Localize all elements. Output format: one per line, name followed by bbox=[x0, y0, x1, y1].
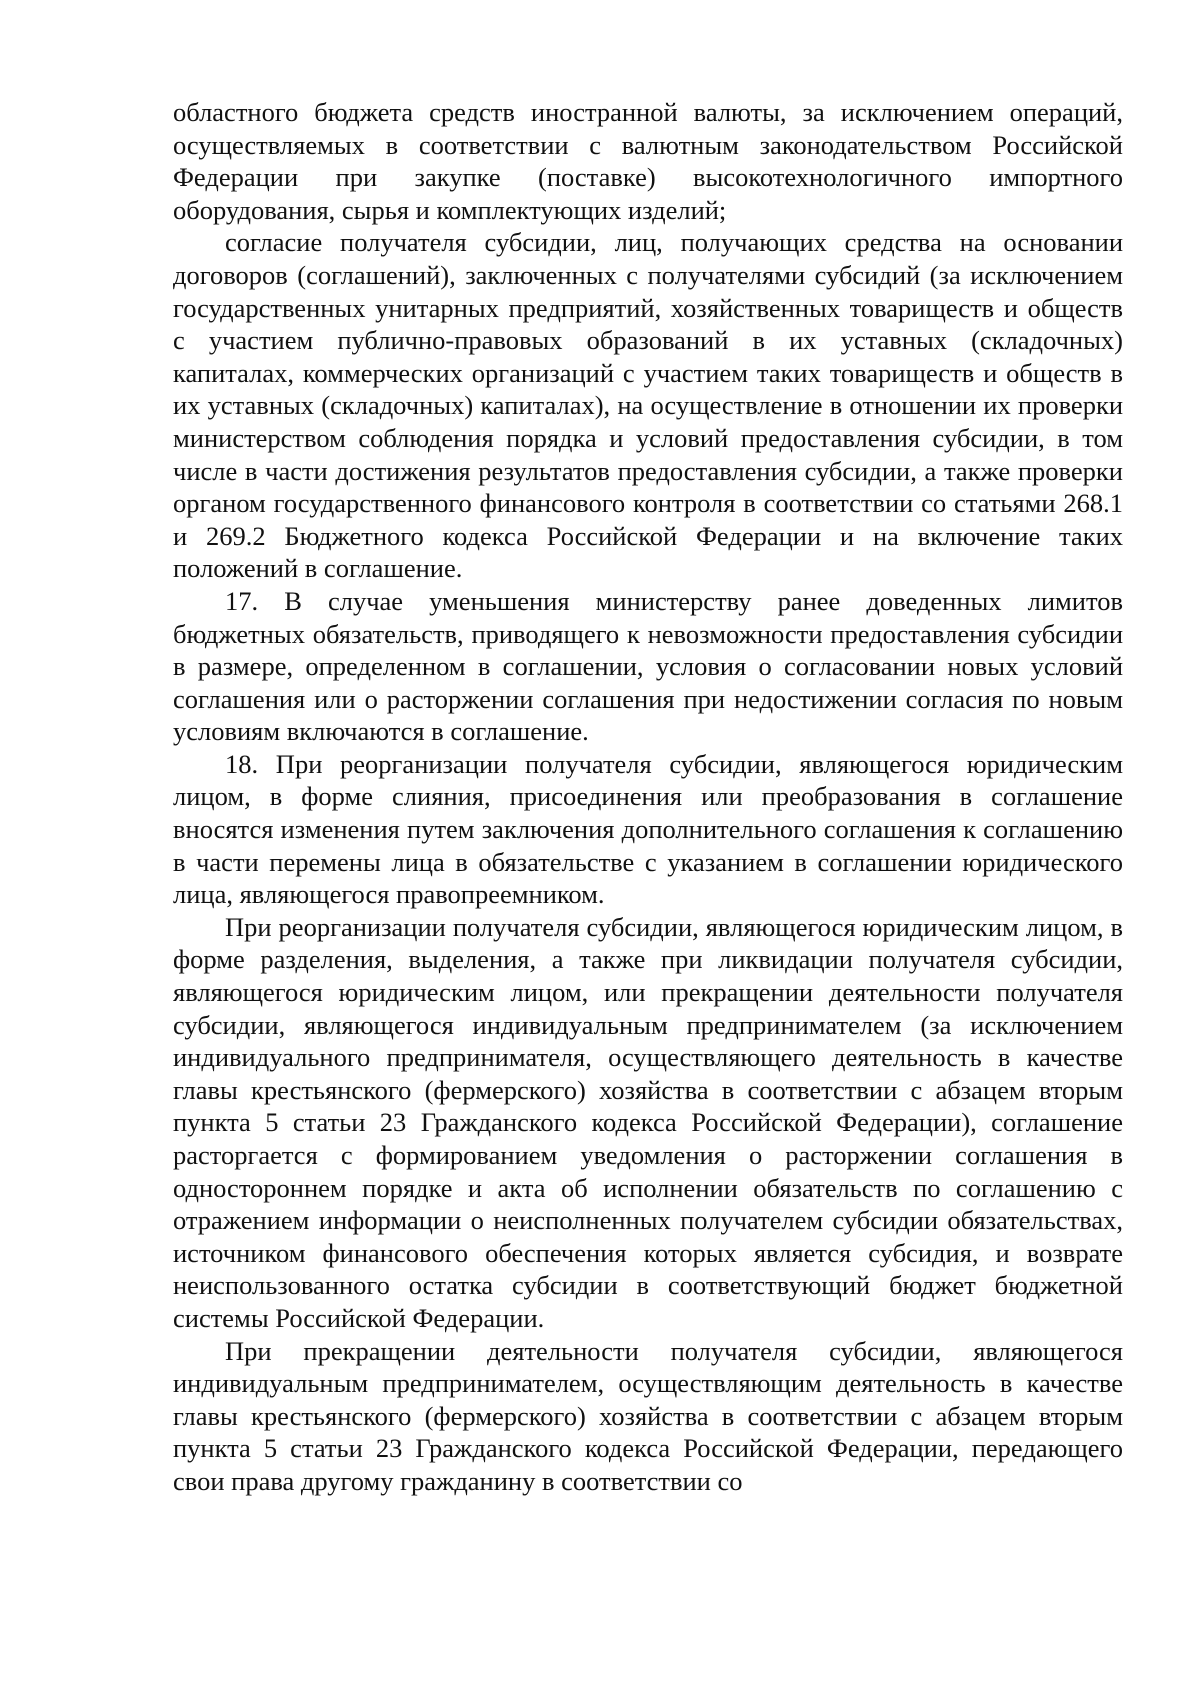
paragraph-farm-head-termination: При прекращении деятельности получателя субсидии, являющегося индивидуальным предпринимателем, осуществляющим деятельность в качестве главы крестьянского (фермерского) хозяйства в соответствии с абзацем вторым пункта 5 статьи 23 Гражданского кодекса Российской Федерации, передающего свои права другому гражданину в соответствии со bbox=[173, 1335, 1123, 1496]
paragraph-item-17: 17. В случае уменьшения министерству ранее доведенных лимитов бюджетных обязательств, приводящего к невозможности предоставления субсидии в размере, определенном в соглашении, условия о согласовании новых условий соглашения или о расторжении соглашения при недостижении согласия по новым условиям включаются в соглашение. bbox=[173, 585, 1123, 747]
paragraph-reorganization-termination: При реорганизации получателя субсидии, являющегося юридическим лицом, в форме разделения, выделения, а также при ликвидации получателя субсидии, являющегося юридическим лицом, или прекращении деятельности получателя субсидии, являющегося индивидуальным предпринимателем (за исключением индивидуального предпринимателя, осуществляющего деятельность в качестве главы крестьянского (фермерского) хозяйства в соответствии с абзацем вторым пункта 5 статьи 23 Гражданского кодекса Российской Федерации), соглашение расторгается с формированием уведомления о расторжении соглашения в одностороннем порядке и акта об исполнении обязательств по соглашению с отражением информации о неисполненных получателем субсидии обязательствах, источником финансового обеспечения которых является субсидия, и возврате неиспользованного остатка субсидии в соответствующий бюджет бюджетной системы Российской Федерации. bbox=[173, 911, 1123, 1333]
paragraph-item-18: 18. При реорганизации получателя субсидии, являющегося юридическим лицом, в форме слияния, присоединения или преобразования в соглашение вносятся изменения путем заключения дополнительного соглашения к соглашению в части перемены лица в обязательстве с указанием в соглашении юридического лица, являющегося правопреемником. bbox=[173, 748, 1123, 910]
paragraph-recipient-consent: согласие получателя субсидии, лиц, получающих средства на основании договоров (соглашений), заключенных с получателями субсидий (за исключением государственных унитарных предприятий, хозяйственных товариществ и обществ с участием публично-правовых образований в их уставных (складочных) капиталах, коммерческих организаций с участием таких товариществ и обществ в их уставных (складочных) капиталах), на осуществление в отношении их проверки министерством соблюдения порядка и условий предоставления субсидии, в том числе в части достижения результатов предоставления субсидии, а также проверки органом государственного финансового контроля в соответствии со статьями 268.1 и 269.2 Бюджетного кодекса Российской Федерации и на включение таких положений в соглашение. bbox=[173, 227, 1123, 584]
document-page bbox=[173, 96, 1123, 1498]
paragraph-foreign-currency-clause: областного бюджета средств иностранной валюты, за исключением операций, осуществляемых в соответствии с валютным законодательством Российской Федерации при закупке (поставке) высокотехнологичного импортного оборудования, сырья и комплектующих изделий; bbox=[173, 97, 1123, 225]
